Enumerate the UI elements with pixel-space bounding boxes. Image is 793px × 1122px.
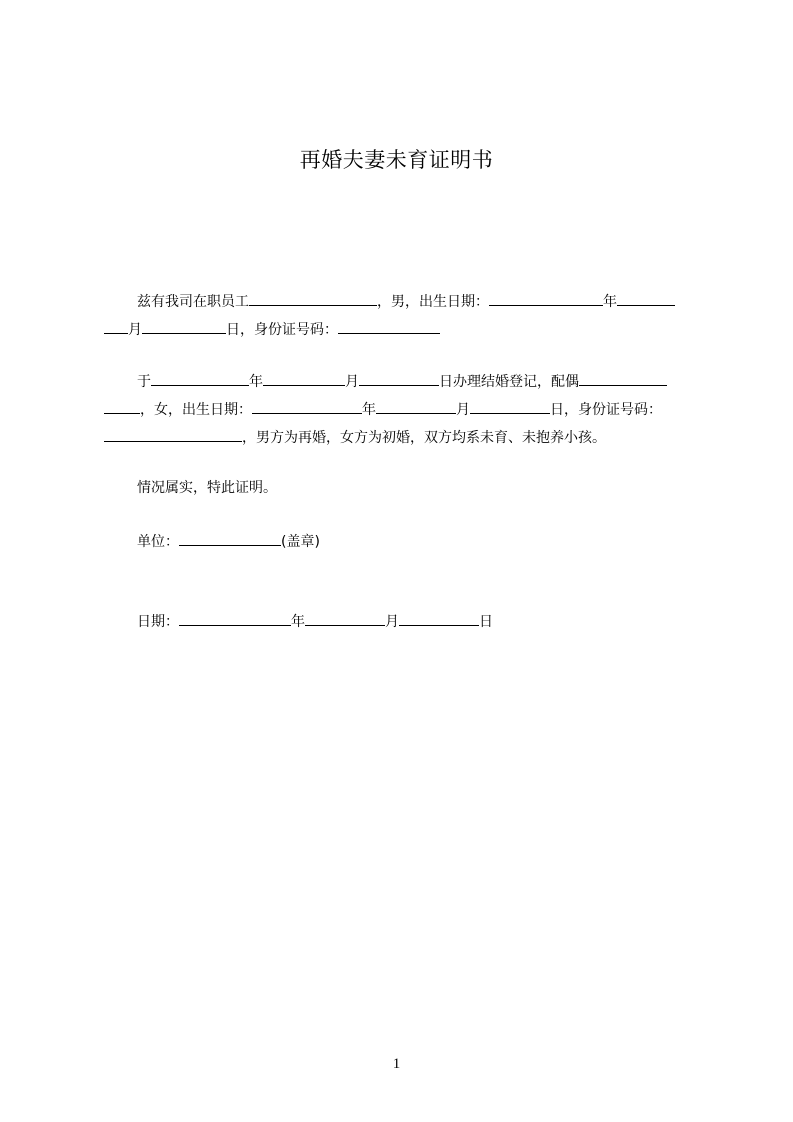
p2-text-year: 年 <box>249 374 263 390</box>
date-label: 日期： <box>137 614 179 630</box>
p1-text-employee: 兹有我司在职员工 <box>137 294 249 310</box>
date-year-field[interactable] <box>179 610 291 626</box>
p3-text: 情况属实，特此证明。 <box>137 480 277 496</box>
spouse-birth-year-field[interactable] <box>252 398 362 414</box>
marriage-day-field[interactable] <box>359 370 439 386</box>
date-line <box>137 610 493 632</box>
date-month-field[interactable] <box>305 610 385 626</box>
p2-line-3 <box>104 426 606 448</box>
date-month-label: 月 <box>385 614 399 630</box>
p2-line-2 <box>104 398 662 420</box>
date-day-field[interactable] <box>399 610 479 626</box>
p1-text-male-birth: ，男，出生日期： <box>377 294 489 310</box>
marriage-month-field[interactable] <box>263 370 345 386</box>
p2-text-day-id: 日，身份证号码： <box>550 402 662 418</box>
p1-text-year: 年 <box>603 294 617 310</box>
date-day-label: 日 <box>479 614 493 630</box>
p2-text-month-2: 月 <box>456 402 470 418</box>
p2-text-registration: 日办理结婚登记，配偶 <box>439 374 579 390</box>
unit-line <box>137 530 320 552</box>
p2-text-statement: ，男方为再婚，女方为初婚，双方均系未育、未抱养小孩。 <box>242 430 606 446</box>
unit-name-field[interactable] <box>179 530 281 546</box>
employee-name-field[interactable] <box>249 290 377 306</box>
p2-text-year-2: 年 <box>362 402 376 418</box>
spouse-birth-month-field[interactable] <box>376 398 456 414</box>
document-title: 再婚夫妻未育证明书 <box>299 148 494 172</box>
id-number-field[interactable] <box>338 318 440 334</box>
p1-text-month: 月 <box>128 322 142 338</box>
spouse-name-field-start[interactable] <box>579 370 667 386</box>
page-number: 1 <box>392 1056 401 1072</box>
p1-line-1 <box>137 290 675 312</box>
p3-line <box>137 478 277 498</box>
p2-text-female-birth: ，女，出生日期： <box>140 402 252 418</box>
unit-label: 单位： <box>137 534 179 550</box>
marriage-year-field[interactable] <box>151 370 249 386</box>
p1-text-day-id: 日，身份证号码： <box>226 322 338 338</box>
spouse-id-number-field[interactable] <box>104 426 242 442</box>
birth-year-field[interactable] <box>489 290 603 306</box>
p2-line-1 <box>137 370 667 392</box>
seal-label: (盖章) <box>281 534 320 550</box>
birth-month-field-start[interactable] <box>617 290 675 306</box>
p2-text-on: 于 <box>137 374 151 390</box>
spouse-name-field-end[interactable] <box>104 398 140 414</box>
spouse-birth-day-field[interactable] <box>470 398 550 414</box>
p1-line-2 <box>104 318 440 340</box>
birth-day-field[interactable] <box>142 318 226 334</box>
birth-month-field-end[interactable] <box>104 318 128 334</box>
p2-text-month: 月 <box>345 374 359 390</box>
date-year-label: 年 <box>291 614 305 630</box>
